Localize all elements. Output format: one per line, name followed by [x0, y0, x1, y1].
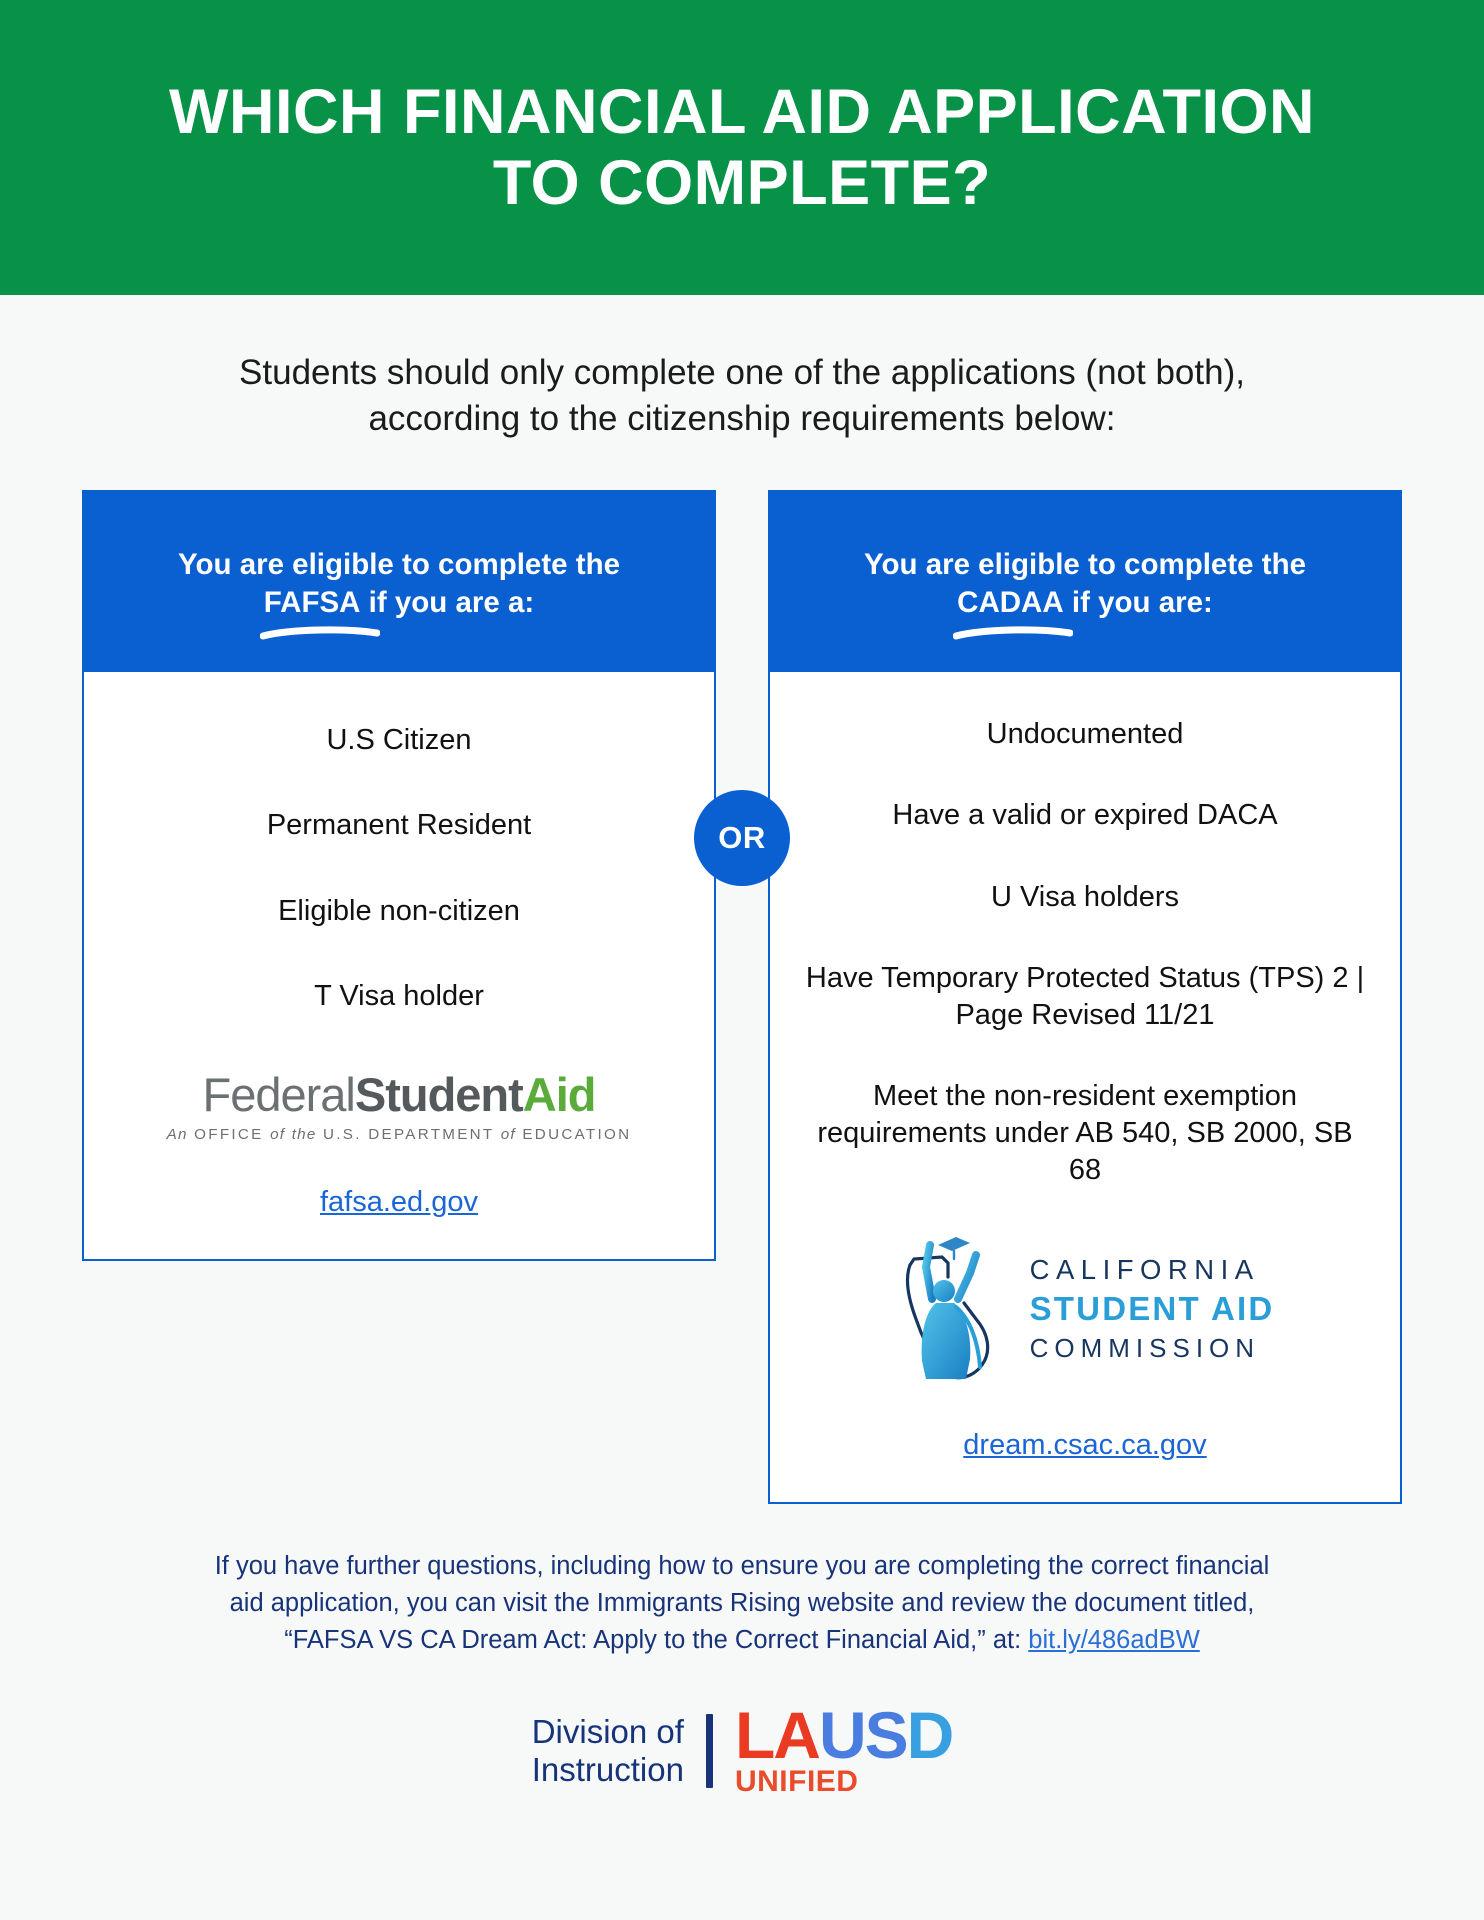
fsa-tagline-of-2: of: [500, 1125, 516, 1143]
list-item: Have Temporary Protected Status (TPS) 2 | Page Revised 11/21: [805, 961, 1365, 1031]
lausd-d: D: [906, 1698, 953, 1773]
federal-student-aid-logo: [114, 1067, 684, 1143]
page-title-line-2: TO COMPLETE?: [492, 147, 992, 218]
vertical-divider: [706, 1714, 713, 1788]
cadaa-website-link[interactable]: dream.csac.ca.gov: [963, 1429, 1207, 1462]
cadaa-card: [768, 490, 1402, 1504]
csac-line-commission: COMMISSION: [1029, 1333, 1261, 1363]
fafsa-link-row: [114, 1186, 684, 1219]
or-label: OR: [718, 820, 766, 856]
fsa-word-student: Student: [354, 1067, 523, 1121]
page-title: [169, 77, 1315, 218]
cadaa-heading-suffix: if you are:: [1071, 586, 1213, 620]
list-item: Meet the non-resident exemption requirements under AB 540, SB 2000, SB 68: [817, 1079, 1353, 1187]
fafsa-website-link[interactable]: fafsa.ed.gov: [320, 1186, 478, 1219]
fsa-tagline-office: OFFICE: [194, 1125, 264, 1143]
lausd-letters: [734, 1698, 953, 1773]
california-student-aid-commission-logo: [800, 1233, 1370, 1383]
cadaa-heading-prefix: You are eligible to complete the: [863, 548, 1307, 582]
intro-text: [132, 350, 1352, 442]
footer-note-line-3-text: “FAFSA VS CA Dream Act: Apply to the Correct Financial Aid,” at:: [284, 1626, 1022, 1655]
underline-swoosh-icon: [953, 626, 1073, 640]
csac-line-california: CALIFORNIA: [1029, 1253, 1260, 1285]
fafsa-heading-prefix: You are eligible to complete the: [177, 548, 621, 582]
fsa-tagline-the: the: [291, 1125, 317, 1143]
fsa-tagline-department: U.S. DEPARTMENT: [323, 1125, 495, 1143]
list-item: T Visa holder: [314, 979, 484, 1012]
or-connector-badge: [694, 790, 790, 886]
list-item: U Visa holders: [990, 880, 1180, 913]
fafsa-heading-suffix: if you are a:: [368, 586, 535, 620]
intro-line-1: Students should only complete one of the applications (not both),: [239, 353, 1245, 392]
lausd-us: US: [818, 1698, 907, 1773]
list-item: Permanent Resident: [266, 809, 532, 842]
fsa-tagline-of-1: of: [270, 1125, 286, 1143]
fafsa-heading-line-1: [112, 546, 686, 584]
federal-student-aid-tagline: [114, 1127, 684, 1142]
list-item: Undocumented: [986, 718, 1184, 751]
cadaa-emphasis: [957, 584, 1064, 622]
fsa-word-aid: Aid: [522, 1067, 596, 1121]
footer-note: [117, 1548, 1367, 1659]
cadaa-heading-line-1: [798, 546, 1372, 584]
bitly-link[interactable]: bit.ly/486adBW: [1028, 1626, 1200, 1655]
fsa-word-federal: Federal: [202, 1067, 355, 1121]
lausd-unified-label: UNIFIED: [734, 1764, 859, 1798]
list-item: U.S Citizen: [326, 724, 472, 757]
division-line-2: Instruction: [531, 1751, 684, 1789]
lausd-logo: [734, 1698, 953, 1798]
cadaa-emphasis-label: CADAA: [957, 586, 1064, 620]
cadaa-card-header: [770, 492, 1400, 672]
footer-note-line-1: If you have further questions, including how to ensure you are completing the correct financial: [214, 1552, 1270, 1581]
cadaa-heading-line-2: [798, 584, 1372, 622]
fafsa-emphasis-label: FAFSA: [263, 586, 361, 620]
fafsa-card: [82, 490, 716, 1261]
intro-line-2: according to the citizenship requirements below:: [368, 399, 1116, 439]
graduate-figure-icon: [896, 1233, 1008, 1383]
cadaa-link-row: [800, 1429, 1370, 1462]
federal-student-aid-wordmark: [114, 1067, 684, 1121]
csac-wordmark: [1029, 1253, 1275, 1363]
division-line-1: Division of: [531, 1712, 684, 1750]
footer-note-line-3: [117, 1622, 1367, 1659]
underline-swoosh-icon: [260, 626, 380, 640]
fafsa-card-body: [84, 672, 714, 1259]
fafsa-card-header: [84, 492, 714, 672]
footer-note-line-2: aid application, you can visit the Immigrants Rising website and review the document titled,: [229, 1589, 1255, 1618]
csac-line-student-aid: STUDENT AID: [1029, 1290, 1275, 1327]
fsa-tagline-an: An: [166, 1125, 188, 1143]
page-title-line-1: WHICH FINANCIAL AID APPLICATION: [169, 76, 1315, 147]
fafsa-heading-line-2: [112, 584, 686, 622]
list-item: Have a valid or expired DACA: [892, 799, 1278, 832]
division-of-instruction-label: [532, 1713, 684, 1790]
fsa-tagline-education: EDUCATION: [522, 1125, 632, 1143]
list-item: Eligible non-citizen: [278, 894, 520, 927]
cadaa-card-body: [770, 672, 1400, 1502]
eligibility-cards: [82, 490, 1402, 1504]
page-header: [0, 0, 1484, 295]
lausd-la: LA: [734, 1698, 819, 1773]
fafsa-emphasis: [264, 584, 361, 622]
lausd-branding: [0, 1698, 1484, 1798]
